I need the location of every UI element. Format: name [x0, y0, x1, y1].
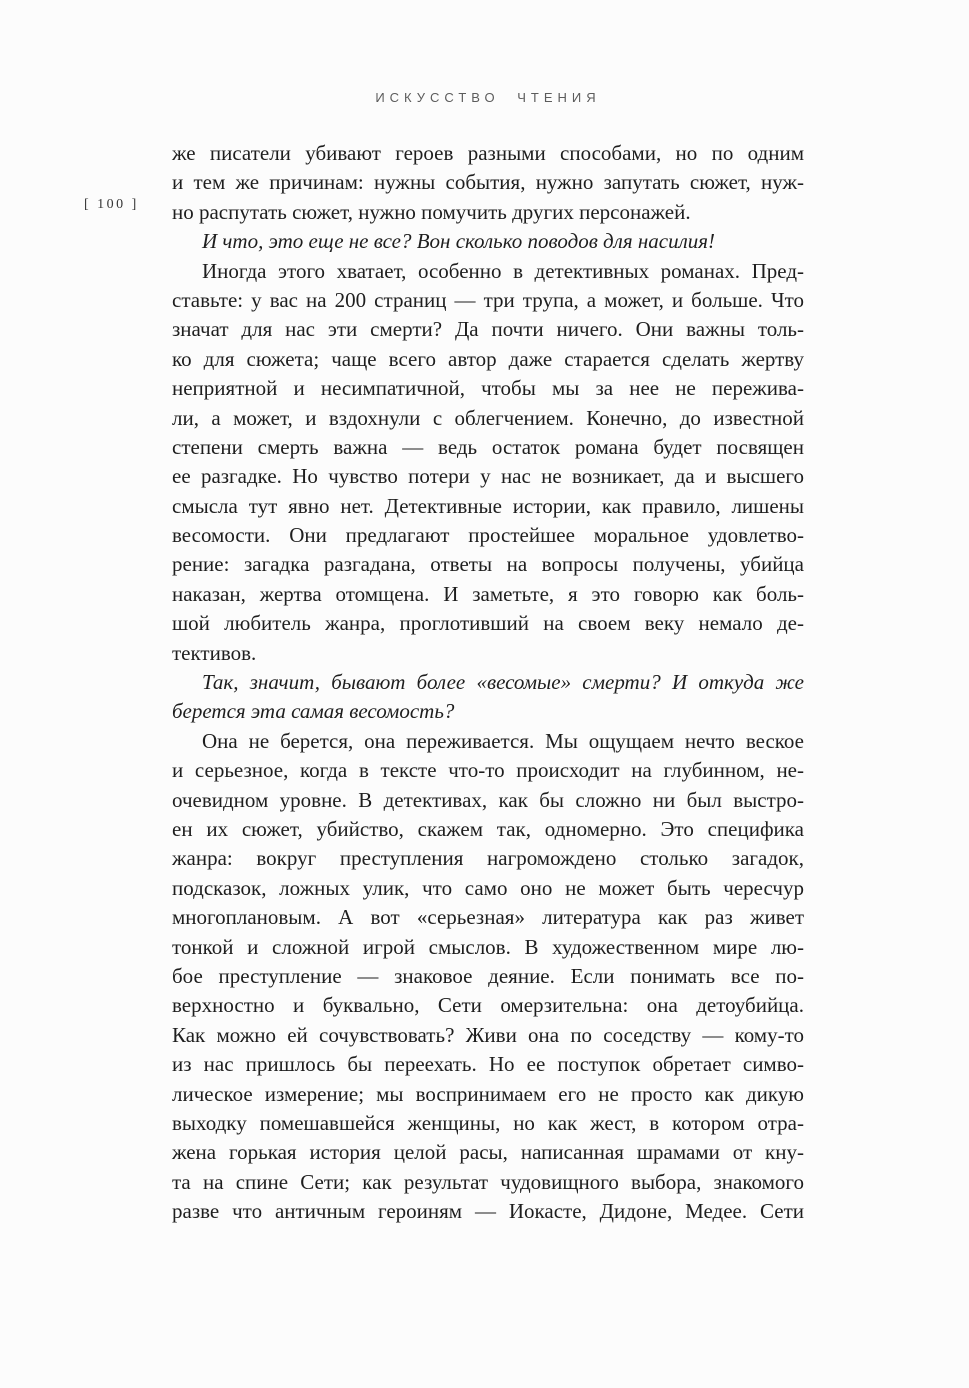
text-line: разве что античным героиням — Иокасте, Дидоне, Медее. Сети	[172, 1199, 804, 1224]
body-text	[172, 139, 804, 1226]
text-line: но распутать сюжет, нужно помучить других персонажей.	[172, 199, 691, 224]
text-line: жанра: вокруг преступления нагромождено столько загадок,	[172, 846, 804, 871]
text-line: Как можно ей сочувствовать? Живи она по соседству — кому-то	[172, 1022, 804, 1047]
text-line: Так, значит, бывают более «весомые» смерти? И откуда же	[202, 670, 804, 695]
text-line: бое преступление — знаковое деяние. Если понимать все по-	[172, 963, 804, 988]
text-line: тективов.	[172, 640, 257, 665]
text-line: многоплановым. А вот «серьезная» литература как раз живет	[172, 905, 804, 930]
text-line: берется эта самая весомость?	[172, 699, 455, 724]
text-line: неприятной и несимпатичной, чтобы мы за нее не пережива-	[172, 376, 804, 401]
text-line: ее разгадке. Но чувство потери у нас не возникает, да и высшего	[172, 464, 804, 489]
text-line: ко для сюжета; чаще всего автор даже старается сделать жертву	[172, 346, 804, 371]
text-line: тонкой и сложной игрой смыслов. В художественном мире лю-	[172, 934, 804, 959]
text-line: ен их сюжет, убийство, скажем так, одномерно. Это специфика	[172, 816, 804, 841]
text-line: значат для нас эти смерти? Да почти ничего. Они важны толь-	[172, 317, 804, 342]
page-number: [ 100 ]	[84, 197, 139, 212]
text-line: же писатели убивают героев разными способами, но по одним	[172, 141, 804, 165]
text-line: степени смерть важна — ведь остаток романа будет посвящен	[172, 434, 804, 459]
text-line: очевидном уровне. В детективах, как бы сложно ни был выстро-	[172, 787, 804, 812]
text-line: выходку помешавшейся женщины, но как жест, в котором отра-	[172, 1110, 804, 1135]
text-line: рение: загадка разгадана, ответы на вопросы получены, убийца	[172, 552, 804, 577]
text-line: весомости. Они предлагают простейшее моральное удовлетво-	[172, 523, 804, 548]
text-line: Она не берется, она переживается. Мы ощущаем нечто веское	[202, 728, 804, 753]
text-line: из нас пришлось бы переехать. Но ее поступок обретает симво-	[172, 1052, 804, 1077]
text-line: та на спине Сети; как результат чудовищного выбора, знакомого	[172, 1169, 804, 1194]
text-line: ли, а может, и вздохнули с облегчением. Конечно, до известной	[172, 405, 804, 430]
text-line: верхностно и буквально, Сети омерзительна: она детоубийца.	[172, 993, 804, 1018]
text-line: И что, это еще не все? Вон сколько поводов для насилия!	[202, 229, 716, 254]
text-line: жена горькая история целой расы, написанная шрамами от кну-	[172, 1140, 804, 1165]
text-line: Иногда этого хватает, особенно в детективных романах. Пред-	[202, 258, 804, 283]
text-line: лическое измерение; мы воспринимаем его не просто как дикую	[172, 1081, 804, 1106]
text-line: и серьезное, когда в тексте что-то происходит на глубинном, не-	[172, 758, 804, 783]
text-line: шой любитель жанра, проглотивший на своем веку немало де-	[172, 611, 804, 636]
text-line: наказан, жертва отомщена. И заметьте, я это говорю как боль-	[172, 581, 804, 606]
text-line: ставьте: у вас на 200 страниц — три трупа, а может, и больше. Что	[172, 287, 804, 312]
text-line: подсказок, ложных улик, что само оно не может быть чересчур	[172, 875, 804, 900]
running-header: ИСКУССТВО ЧТЕНИЯ	[375, 90, 601, 105]
text-line: смысла тут явно нет. Детективные истории, как правило, лишены	[172, 493, 804, 518]
text-line: и тем же причинам: нужны события, нужно запутать сюжет, нуж-	[172, 170, 804, 195]
